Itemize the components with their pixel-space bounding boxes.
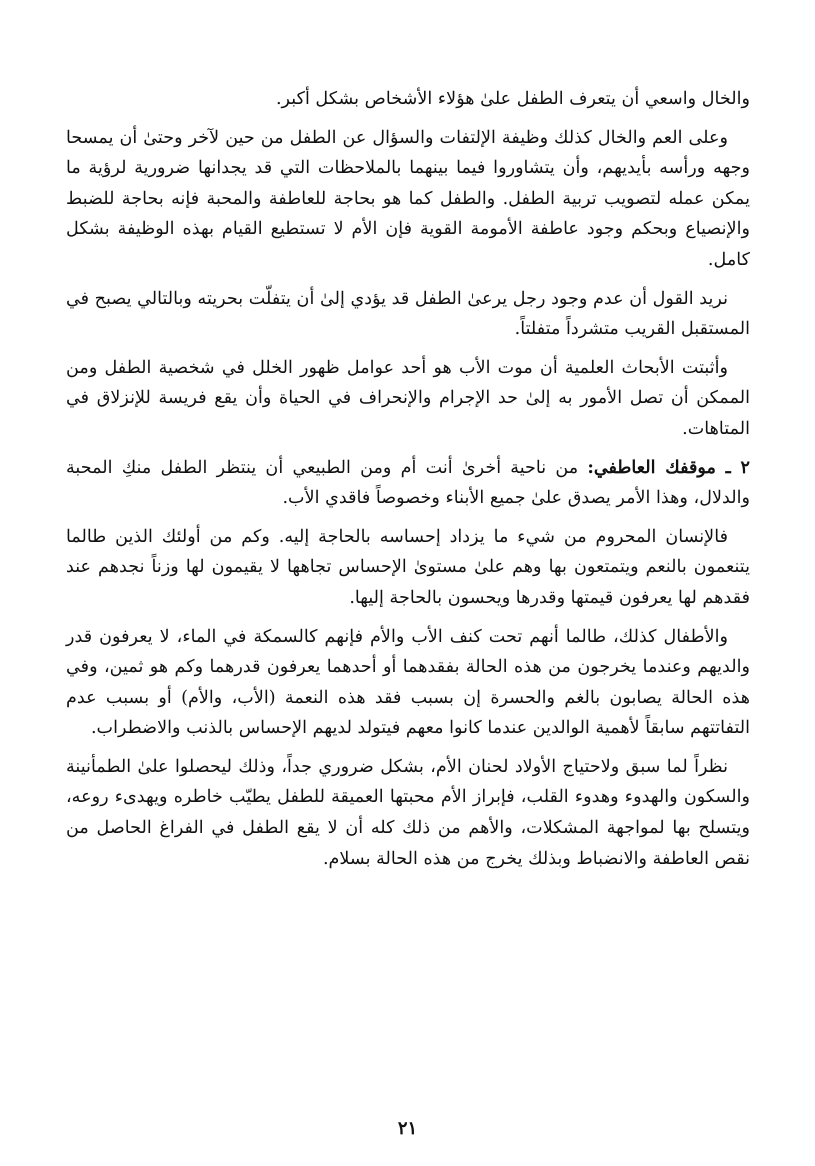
page-number: ٢١ [397, 1118, 418, 1139]
paragraph-6: فالإنسان المحروم من شيء ما يزداد إحساسه بالحاجة إليه. وكم من أولئك الذين طالما يتنعمون بالنعم ويتمتعون بها وهم علىٰ مستوىٰ الإحساس تجاهها لا يقيمون لها وزناً نجدهم عند فقدهم لها يعرفون قيمتها وقدرها ويحسون بالحاجة إليها. [66, 526, 750, 608]
paragraph-3: نريد القول أن عدم وجود رجل يرعىٰ الطفل قد يؤدي إلىٰ أن يتفلّت بحريته وبالتالي يصبح في المستقبل القريب متشرداً متفلتاً. [66, 288, 750, 340]
paragraph-5-text: من ناحية أخرىٰ أنت أم ومن الطبيعي أن ينتظر الطفل منكِ المحبة والدلال، وهذا الأمر يصدق علىٰ جميع الأبناء وخصوصاً فاقدي الأب. [66, 457, 750, 509]
paragraph-5 [66, 453, 750, 514]
section-heading: ٢ ـ موقفك العاطفي: [587, 456, 750, 478]
paragraph-1: والخال واسعي أن يتعرف الطفل علىٰ هؤلاء الأشخاص بشكل أكبر. [275, 89, 750, 109]
paragraph-8: نظراً لما سبق ولاحتياج الأولاد لحنان الأم، بشكل ضروري جداً، وذلك ليحصلوا علىٰ الطمأنينة والسكون والهدوء وهدوء القلب، فإبراز الأم محبتها العميقة للطفل يطيّب خاطره ويهدىء روعه، ويتسلح بها لمواجهة المشكلات، والأهم من ذلك كله أن لا يقع الطفل في الفراغ الحاصل من نقص العاطفة والانضباط وبذلك يخرج من هذه الحالة بسلام. [66, 756, 750, 869]
page-body [66, 84, 750, 882]
paragraph-2: وعلى العم والخال كذلك وظيفة الإلتفات والسؤال عن الطفل من حين لآخر وحتىٰ أن يمسحا وجهه ورأسه بأيديهم، وأن يتشاوروا فيما بينهما بالملاحظات التي قد يجدانها ضرورية لرؤية ما يمكن عمله لتصويب تربية الطفل. والطفل كما هو بحاجة للعاطفة والمحبة فإنه بحاجة للضبط والإنصياع وبحكم وجود عاطفة الأمومة القوية فإن الأم لا تستطيع القيام بهذه الوظيفة بشكل كامل. [66, 127, 750, 270]
paragraph-7: والأطفال كذلك، طالما أنهم تحت كنف الأب والأم فإنهم كالسمكة في الماء، لا يعرفون قدر والديهم وعندما يخرجون من هذه الحالة بفقدهما أو أحدهما يعرفون قدرهما وكم هو ثمين، وفي هذه الحالة يصابون بالغم والحسرة إن بسبب فقد هذه النعمة (الأب، والأم) أو بسبب عدم التفاتتهم سابقاً لأهمية الوالدين عندما كانوا معهم فيتولد لديهم الإحساس بالذنب والاضطراب. [66, 626, 750, 739]
paragraph-4: وأثبتت الأبحاث العلمية أن موت الأب هو أحد عوامل ظهور الخلل في شخصية الطفل ومن الممكن أن تصل الأمور به إلىٰ حد الإجرام والإنحراف في الحياة وأن يقع فريسة للإنزلاق في المتاهات. [66, 357, 750, 439]
